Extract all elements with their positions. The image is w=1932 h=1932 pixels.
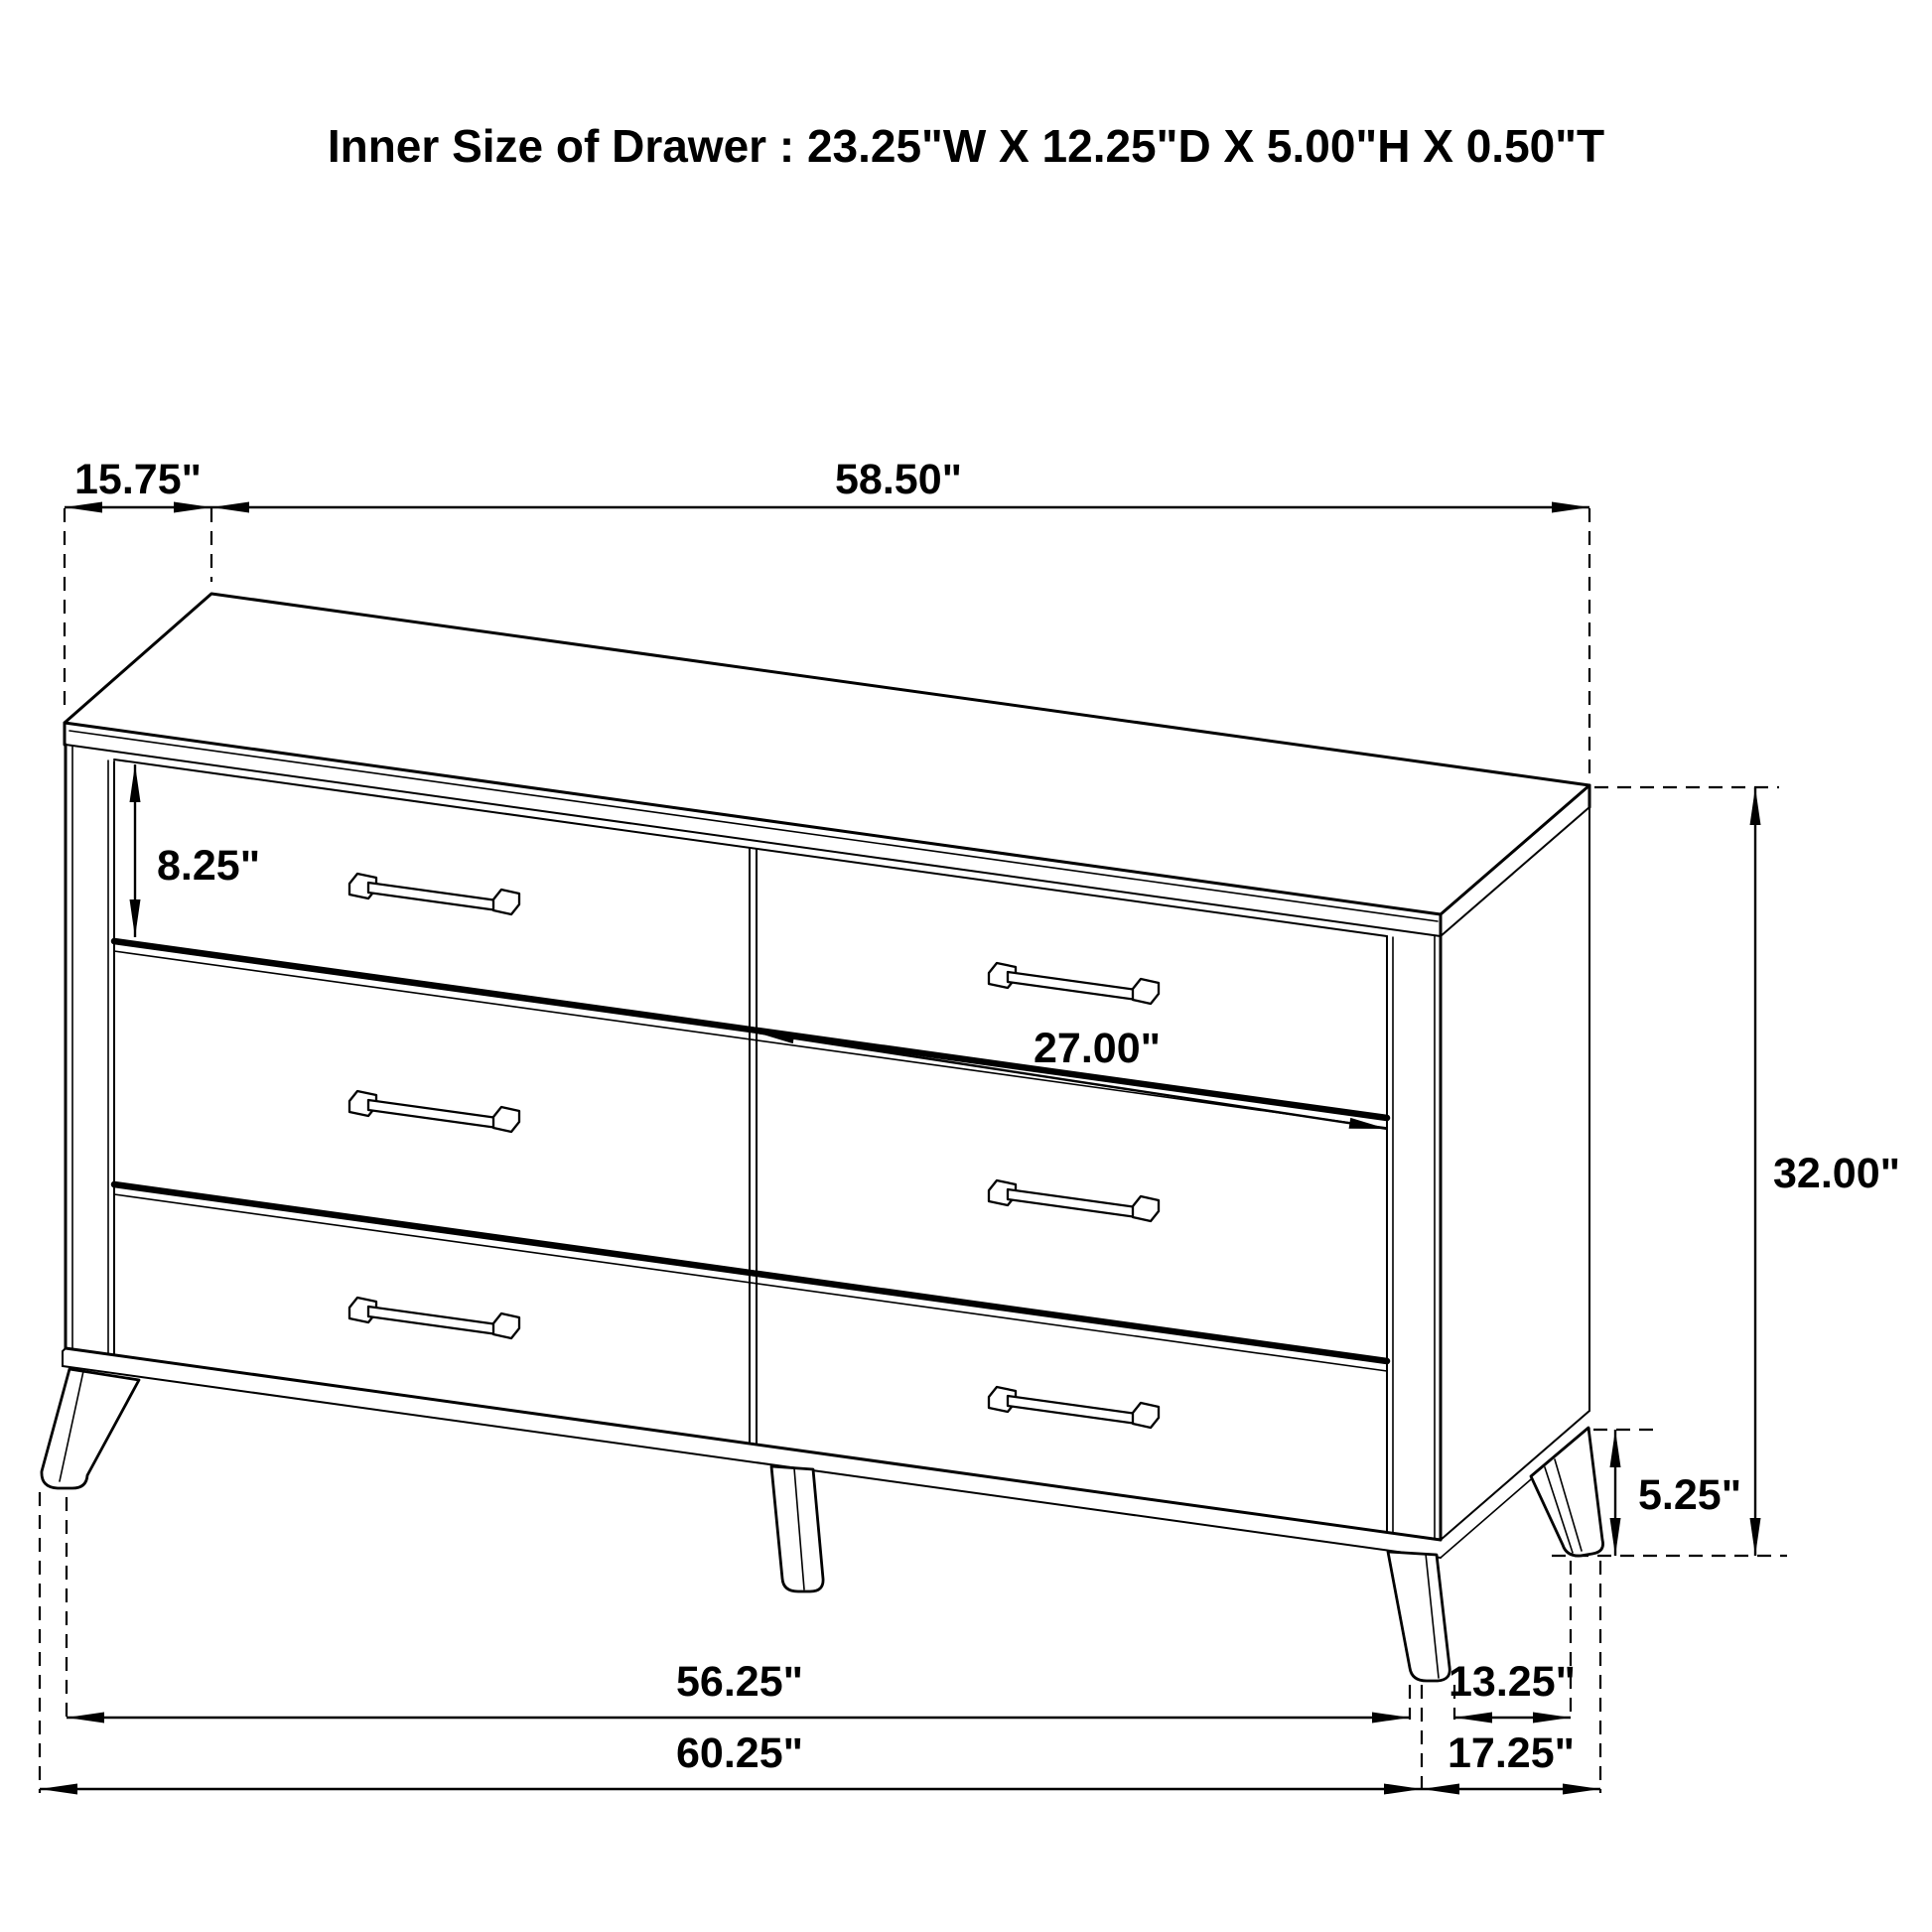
leg-front-right bbox=[1388, 1552, 1449, 1681]
drawer-handle bbox=[349, 1091, 519, 1132]
dim-label-floor-depth-inner: 13.25" bbox=[1449, 1658, 1576, 1706]
dimension-lines bbox=[40, 507, 1755, 1789]
dresser-legs bbox=[42, 1369, 1603, 1681]
dim-label-drawer-opening-height: 8.25" bbox=[157, 842, 261, 890]
extension-lines bbox=[40, 508, 1787, 1793]
drawer-handle bbox=[349, 1298, 519, 1338]
dim-label-top-depth: 15.75" bbox=[74, 456, 202, 503]
dim-label-top-width: 58.50" bbox=[835, 456, 962, 503]
drawer-handle bbox=[989, 1387, 1159, 1428]
dresser-top-panel bbox=[65, 594, 1589, 936]
drawing-title: Inner Size of Drawer : 23.25"W X 12.25"D X 5.00"H X 0.50"T bbox=[327, 120, 1605, 172]
leg-center-front bbox=[771, 1466, 823, 1591]
dim-label-floor-width-overall: 60.25" bbox=[676, 1729, 803, 1777]
dim-label-drawer-opening-width: 27.00" bbox=[1034, 1025, 1161, 1072]
dim-label-floor-width-inner: 56.25" bbox=[676, 1658, 803, 1706]
dresser-front-frame bbox=[63, 745, 1441, 1558]
dim-label-back-leg-height: 5.25" bbox=[1638, 1471, 1742, 1519]
drawer-handle bbox=[989, 963, 1159, 1004]
drawer-handle bbox=[989, 1180, 1159, 1221]
drawer-handles bbox=[349, 874, 1159, 1428]
dimension-labels bbox=[74, 456, 1900, 1777]
dim-label-floor-depth-overall: 17.25" bbox=[1448, 1729, 1575, 1777]
dim-label-overall-height: 32.00" bbox=[1773, 1150, 1900, 1197]
drawer-handle bbox=[349, 874, 519, 914]
leg-front-left bbox=[42, 1369, 139, 1488]
